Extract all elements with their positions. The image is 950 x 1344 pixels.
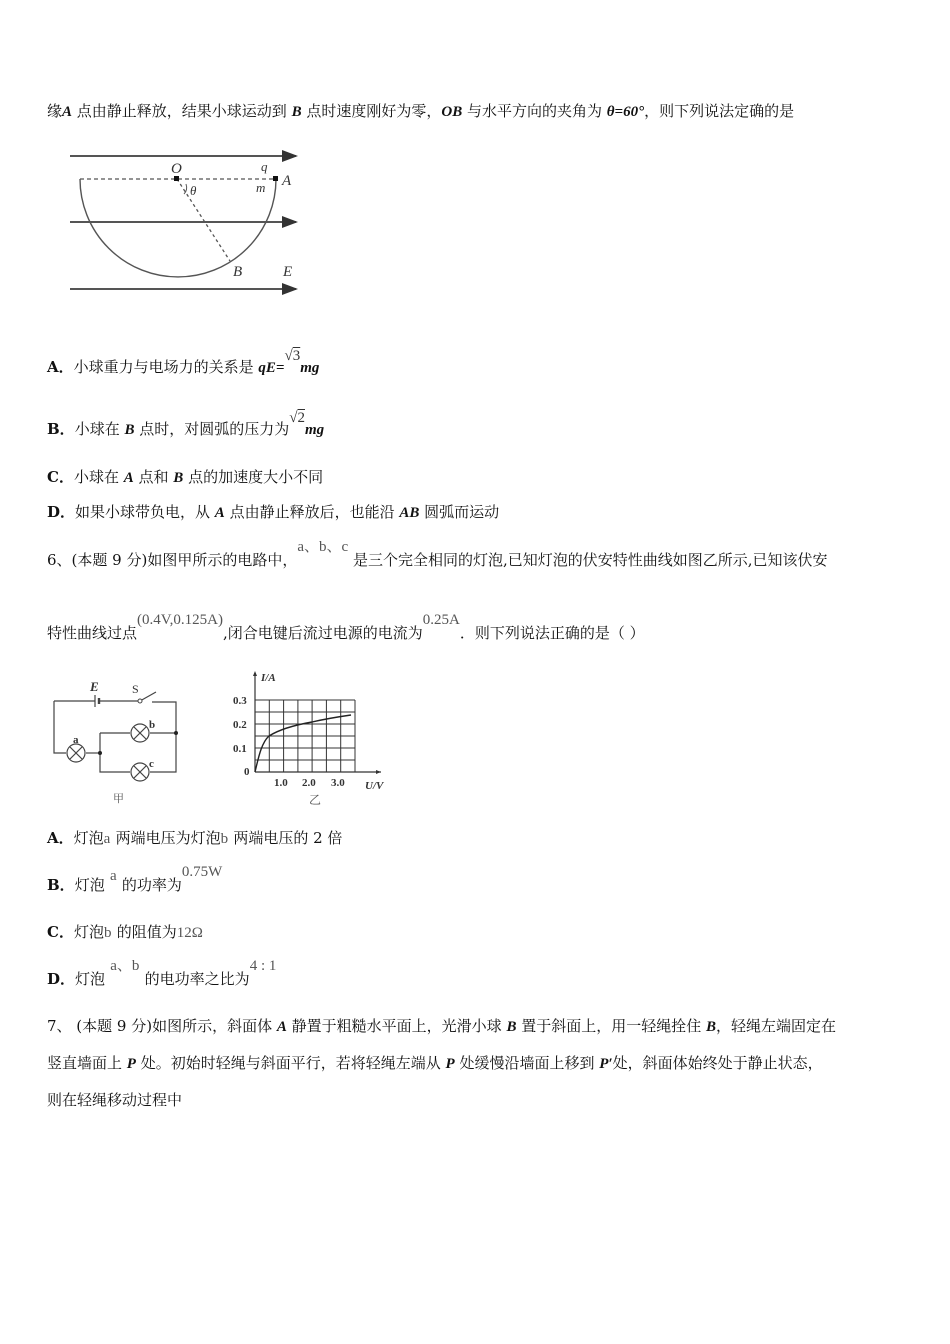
- option-letter: C．: [47, 923, 74, 941]
- q6-circuit-diagram: [40, 665, 200, 810]
- sqrt-2: √2: [289, 410, 305, 426]
- q6-option-c: [47, 922, 203, 943]
- ytick: 0.3: [233, 695, 247, 707]
- option-letter: B．: [47, 876, 75, 894]
- xtick: 3.0: [331, 777, 345, 789]
- var-B: B: [706, 1019, 717, 1035]
- question-number: 6、(本题 9 分)如图甲所示的电路中，: [47, 551, 298, 569]
- math-mg: mg: [305, 422, 325, 438]
- x-axis-label: U/V: [365, 780, 384, 792]
- q7-stem-line-2: [47, 1053, 823, 1074]
- var-B: B: [124, 422, 135, 438]
- text: 静置于粗糙水平面上，光滑小球: [286, 1017, 507, 1035]
- var-B: B: [291, 104, 302, 120]
- var-B: B: [506, 1019, 517, 1035]
- label-m: m: [256, 180, 266, 195]
- text: 7、 (本题 9 分)如图所示，斜面体: [47, 1017, 277, 1035]
- option-text: 点的加速度大小不同: [183, 468, 324, 486]
- option-text: 的阻值为: [116, 923, 177, 941]
- q6-stem-line-1: [47, 539, 828, 571]
- text: 处，斜面体始终处于静止状态，: [612, 1054, 823, 1072]
- label-B: B: [233, 264, 243, 280]
- label-c: c: [149, 758, 154, 770]
- q5-option-d: [47, 502, 499, 523]
- option-text: 圆弧而运动: [419, 503, 500, 521]
- q6-option-b: [47, 864, 223, 896]
- label-b: b: [149, 719, 156, 731]
- ytick: 0: [244, 766, 250, 778]
- text: 处缓慢沿墙面上移到: [454, 1054, 600, 1072]
- option-text: 的电功率之比为: [144, 970, 250, 988]
- sqrt-3: √3: [284, 348, 301, 364]
- bulb-b: b: [103, 925, 112, 941]
- math-mg: mg: [300, 360, 320, 376]
- bulb-a-icon: [67, 744, 85, 762]
- text: 是三个完全相同的灯泡,已知灯泡的伏安特性曲线如图乙所示,已知该伏安: [352, 551, 828, 569]
- q5-option-c: [47, 467, 323, 488]
- q7-stem-line-1: [47, 1016, 836, 1037]
- var-A: A: [123, 470, 134, 486]
- q6-option-d: [47, 958, 277, 990]
- label-E: E: [90, 679, 99, 694]
- bulbs-ab: a、b: [110, 958, 140, 974]
- option-letter: A．: [47, 358, 74, 376]
- y-axis-label: I/A: [261, 672, 276, 684]
- text: 缘: [47, 102, 63, 120]
- option-text: 两端电压为灯泡: [115, 829, 221, 847]
- label-theta: θ: [190, 183, 197, 198]
- var-A: A: [214, 505, 225, 521]
- power-ratio: 4 : 1: [249, 958, 277, 974]
- option-letter: D．: [47, 503, 76, 521]
- var-P-prime: P′: [599, 1056, 613, 1072]
- option-text: 的功率为: [121, 876, 182, 894]
- power-value: 0.75W: [181, 864, 223, 880]
- option-text: 点由静止释放后，也能沿: [224, 503, 400, 521]
- text: 与水平方向的夹角为: [462, 102, 607, 120]
- text: 置于斜面上，用一轻绳拴住: [516, 1017, 706, 1035]
- label-A: A: [282, 173, 292, 189]
- label-S: S: [132, 682, 139, 696]
- text: 点由静止释放，结果小球运动到: [72, 102, 292, 120]
- bulb-c-icon: [131, 763, 149, 781]
- var-P: P: [126, 1056, 136, 1072]
- option-text: 灯泡: [74, 876, 105, 894]
- var-P: P: [445, 1056, 455, 1072]
- label-O: O: [171, 161, 182, 177]
- text: ，则下列说法定确的是: [644, 102, 795, 120]
- source-current: 0.25A: [422, 612, 460, 628]
- option-text: 小球在: [74, 420, 125, 438]
- math: qE=: [258, 360, 285, 376]
- option-letter: A．: [47, 829, 74, 847]
- option-text: 灯泡: [73, 829, 104, 847]
- var-A: A: [62, 104, 73, 120]
- label-q: q: [261, 159, 268, 174]
- bulb-b: b: [220, 831, 229, 847]
- angle-value: θ=60°: [606, 104, 645, 120]
- option-text: 点时，对圆弧的压力为: [134, 420, 290, 438]
- q6-iu-graph: [225, 665, 395, 810]
- label-a: a: [73, 734, 79, 746]
- text: ．则下列说法正确的是（ ）: [459, 624, 645, 642]
- option-text: 小球在: [73, 468, 124, 486]
- option-text: 两端电压的 2 倍: [233, 829, 343, 847]
- var-AB: AB: [399, 505, 420, 521]
- caption-yi: 乙: [309, 793, 322, 807]
- option-letter: C．: [47, 468, 74, 486]
- q5-field-figure: [60, 140, 310, 300]
- resistance-value: 12Ω: [176, 925, 203, 941]
- var-OB: OB: [441, 104, 463, 120]
- q6-option-a: [47, 828, 342, 849]
- text: 竖直墙面上: [47, 1054, 127, 1072]
- q5-stem-line: [47, 101, 794, 122]
- bulb-labels: a、b、c: [297, 539, 349, 555]
- var-B: B: [173, 470, 184, 486]
- text: ,闭合电键后流过电源的电流为: [223, 624, 423, 642]
- text: ，轻绳左端固定在: [716, 1017, 837, 1035]
- q6-stem-line-2: [47, 612, 645, 644]
- ytick: 0.2: [233, 719, 247, 731]
- option-text: 灯泡: [73, 923, 104, 941]
- ytick: 0.1: [233, 743, 247, 755]
- option-text: 点和: [133, 468, 174, 486]
- option-text: 如果小球带负电，从: [75, 503, 215, 521]
- option-letter: D．: [47, 970, 76, 988]
- q5-option-b: [47, 410, 325, 440]
- xtick: 1.0: [274, 777, 288, 789]
- option-text: 灯泡: [75, 970, 106, 988]
- q7-stem-line-3: [47, 1090, 182, 1110]
- label-E: E: [283, 264, 293, 280]
- bulb-a: a: [109, 868, 117, 884]
- bulb-b-icon: [131, 724, 149, 742]
- q5-option-a: [47, 348, 320, 378]
- curve-point: (0.4V,0.125A): [137, 612, 223, 628]
- var-A: A: [276, 1019, 287, 1035]
- xtick: 2.0: [302, 777, 316, 789]
- option-text: 小球重力与电场力的关系是: [73, 358, 259, 376]
- bulb-a: a: [103, 831, 111, 847]
- caption-jia: 甲: [113, 793, 124, 805]
- text: 点时速度刚好为零，: [301, 102, 442, 120]
- option-letter: B．: [47, 420, 75, 438]
- text: 处。初始时轻绳与斜面平行，若将轻绳左端从: [135, 1054, 446, 1072]
- text: 则在轻绳移动过程中: [47, 1091, 183, 1109]
- text: 特性曲线过点: [47, 624, 138, 642]
